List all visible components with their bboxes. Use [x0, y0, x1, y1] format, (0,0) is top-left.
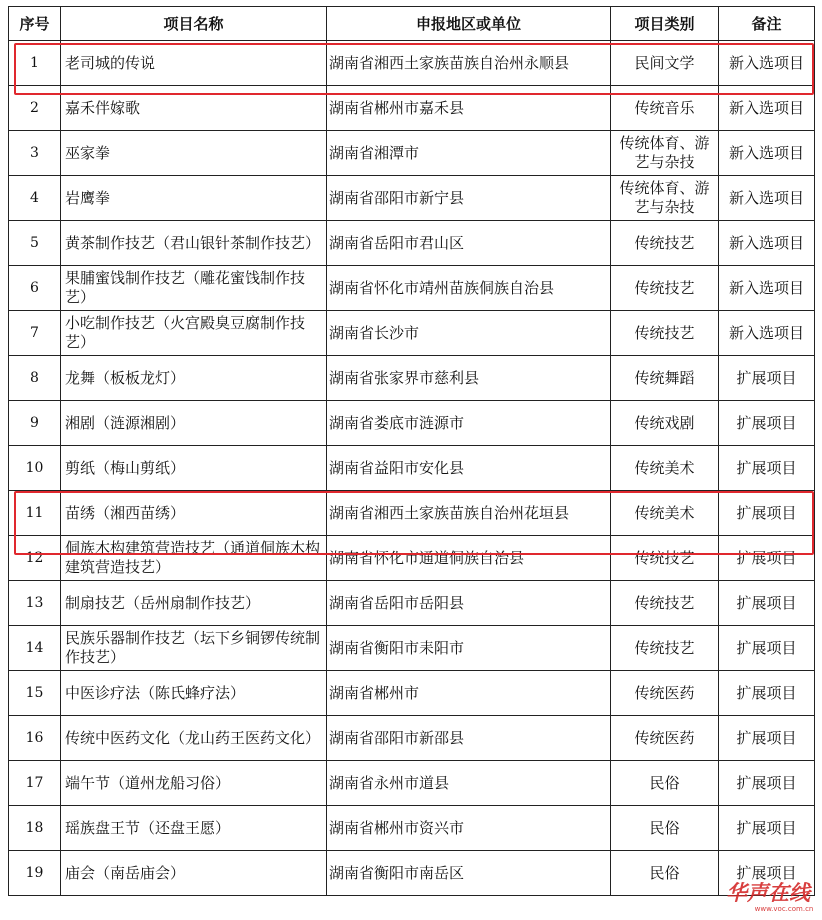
cell-category: 民俗	[611, 806, 719, 851]
cell-region: 湖南省岳阳市岳阳县	[327, 581, 611, 626]
watermark-title: 华声在线	[726, 880, 810, 905]
header-project-name: 项目名称	[61, 7, 327, 41]
table-body	[9, 41, 815, 896]
cell-category: 传统医药	[611, 716, 719, 761]
cell-category: 民俗	[611, 851, 719, 896]
cell-region: 湖南省娄底市涟源市	[327, 401, 611, 446]
table-row	[9, 581, 815, 626]
cell-region: 湖南省邵阳市新邵县	[327, 716, 611, 761]
table-row	[9, 806, 815, 851]
cell-index: 13	[9, 581, 61, 626]
cell-index: 9	[9, 401, 61, 446]
cell-note: 扩展项目	[719, 581, 815, 626]
heritage-list-sheet	[8, 6, 814, 896]
cell-category: 传统技艺	[611, 311, 719, 356]
cell-index: 19	[9, 851, 61, 896]
cell-note: 扩展项目	[719, 401, 815, 446]
cell-project-name: 中医诊疗法（陈氏蜂疗法）	[61, 671, 327, 716]
cell-index: 3	[9, 131, 61, 176]
cell-note: 扩展项目	[719, 671, 815, 716]
table-row	[9, 626, 815, 671]
cell-region: 湖南省湘西土家族苗族自治州永顺县	[327, 41, 611, 86]
cell-region: 湖南省邵阳市新宁县	[327, 176, 611, 221]
cell-region: 湖南省益阳市安化县	[327, 446, 611, 491]
cell-category: 传统舞蹈	[611, 356, 719, 401]
cell-project-name: 黄茶制作技艺（君山银针茶制作技艺）	[61, 221, 327, 266]
cell-category: 传统技艺	[611, 626, 719, 671]
cell-index: 1	[9, 41, 61, 86]
cell-index: 5	[9, 221, 61, 266]
cell-note: 新入选项目	[719, 221, 815, 266]
cell-project-name: 嘉禾伴嫁歌	[61, 86, 327, 131]
cell-note: 扩展项目	[719, 356, 815, 401]
cell-category: 传统技艺	[611, 581, 719, 626]
cell-region: 湖南省湘潭市	[327, 131, 611, 176]
cell-category: 传统技艺	[611, 221, 719, 266]
cell-index: 2	[9, 86, 61, 131]
cell-project-name: 苗绣（湘西苗绣）	[61, 491, 327, 536]
cell-category: 民俗	[611, 761, 719, 806]
cell-index: 8	[9, 356, 61, 401]
cell-note: 新入选项目	[719, 131, 815, 176]
cell-region: 湖南省永州市道县	[327, 761, 611, 806]
cell-project-name: 传统中医药文化（龙山药王医药文化）	[61, 716, 327, 761]
cell-index: 12	[9, 536, 61, 581]
cell-project-name: 民族乐器制作技艺（坛下乡铜锣传统制作技艺）	[61, 626, 327, 671]
cell-project-name: 老司城的传说	[61, 41, 327, 86]
cell-category: 传统技艺	[611, 536, 719, 581]
cell-category: 传统音乐	[611, 86, 719, 131]
cell-region: 湖南省郴州市资兴市	[327, 806, 611, 851]
cell-project-name: 侗族木构建筑营造技艺（通道侗族木构建筑营造技艺）	[61, 536, 327, 581]
cell-index: 14	[9, 626, 61, 671]
table-row	[9, 401, 815, 446]
cell-project-name: 湘剧（涟源湘剧）	[61, 401, 327, 446]
cell-index: 11	[9, 491, 61, 536]
table-row	[9, 176, 815, 221]
cell-project-name: 小吃制作技艺（火宫殿臭豆腐制作技艺）	[61, 311, 327, 356]
table-row	[9, 266, 815, 311]
cell-category: 传统戏剧	[611, 401, 719, 446]
table-row	[9, 761, 815, 806]
cell-index: 4	[9, 176, 61, 221]
cell-index: 15	[9, 671, 61, 716]
header-index: 序号	[9, 7, 61, 41]
cell-note: 扩展项目	[719, 851, 815, 896]
cell-category: 传统技艺	[611, 266, 719, 311]
cell-note: 新入选项目	[719, 41, 815, 86]
cell-note: 扩展项目	[719, 716, 815, 761]
cell-project-name: 剪纸（梅山剪纸）	[61, 446, 327, 491]
cell-project-name: 庙会（南岳庙会）	[61, 851, 327, 896]
cell-project-name: 制扇技艺（岳州扇制作技艺）	[61, 581, 327, 626]
cell-region: 湖南省郴州市嘉禾县	[327, 86, 611, 131]
table-row	[9, 131, 815, 176]
cell-note: 新入选项目	[719, 266, 815, 311]
cell-note: 新入选项目	[719, 86, 815, 131]
cell-project-name: 岩鹰拳	[61, 176, 327, 221]
cell-project-name: 巫家拳	[61, 131, 327, 176]
cell-note: 扩展项目	[719, 446, 815, 491]
cell-region: 湖南省怀化市通道侗族自治县	[327, 536, 611, 581]
cell-category: 传统体育、游艺与杂技	[611, 176, 719, 221]
cell-region: 湖南省衡阳市耒阳市	[327, 626, 611, 671]
watermark-url: www.voc.com.cn	[754, 905, 814, 913]
cell-note: 新入选项目	[719, 311, 815, 356]
header-region: 申报地区或单位	[327, 7, 611, 41]
heritage-project-table	[8, 6, 815, 896]
cell-category: 传统美术	[611, 491, 719, 536]
cell-note: 扩展项目	[719, 626, 815, 671]
cell-region: 湖南省湘西土家族苗族自治州花垣县	[327, 491, 611, 536]
cell-index: 7	[9, 311, 61, 356]
table-row	[9, 311, 815, 356]
cell-region: 湖南省张家界市慈利县	[327, 356, 611, 401]
table-row	[9, 356, 815, 401]
cell-region: 湖南省长沙市	[327, 311, 611, 356]
cell-category: 民间文学	[611, 41, 719, 86]
table-row	[9, 221, 815, 266]
table-row	[9, 86, 815, 131]
table-header-row	[9, 7, 815, 41]
table-row	[9, 671, 815, 716]
cell-note: 扩展项目	[719, 806, 815, 851]
table-row	[9, 716, 815, 761]
table-row	[9, 851, 815, 896]
cell-index: 17	[9, 761, 61, 806]
header-note: 备注	[719, 7, 815, 41]
cell-index: 18	[9, 806, 61, 851]
cell-region: 湖南省郴州市	[327, 671, 611, 716]
cell-project-name: 端午节（道州龙船习俗）	[61, 761, 327, 806]
cell-note: 扩展项目	[719, 761, 815, 806]
cell-region: 湖南省岳阳市君山区	[327, 221, 611, 266]
cell-category: 传统体育、游艺与杂技	[611, 131, 719, 176]
cell-project-name: 瑶族盘王节（还盘王愿）	[61, 806, 327, 851]
cell-project-name: 龙舞（板板龙灯）	[61, 356, 327, 401]
cell-index: 10	[9, 446, 61, 491]
table-row	[9, 446, 815, 491]
cell-note: 扩展项目	[719, 536, 815, 581]
cell-category: 传统医药	[611, 671, 719, 716]
table-row	[9, 536, 815, 581]
cell-index: 16	[9, 716, 61, 761]
cell-region: 湖南省衡阳市南岳区	[327, 851, 611, 896]
table-row	[9, 491, 815, 536]
cell-project-name: 果脯蜜饯制作技艺（雕花蜜饯制作技艺）	[61, 266, 327, 311]
cell-region: 湖南省怀化市靖州苗族侗族自治县	[327, 266, 611, 311]
cell-category: 传统美术	[611, 446, 719, 491]
table-row	[9, 41, 815, 86]
header-category: 项目类别	[611, 7, 719, 41]
cell-note: 新入选项目	[719, 176, 815, 221]
cell-index: 6	[9, 266, 61, 311]
cell-note: 扩展项目	[719, 491, 815, 536]
